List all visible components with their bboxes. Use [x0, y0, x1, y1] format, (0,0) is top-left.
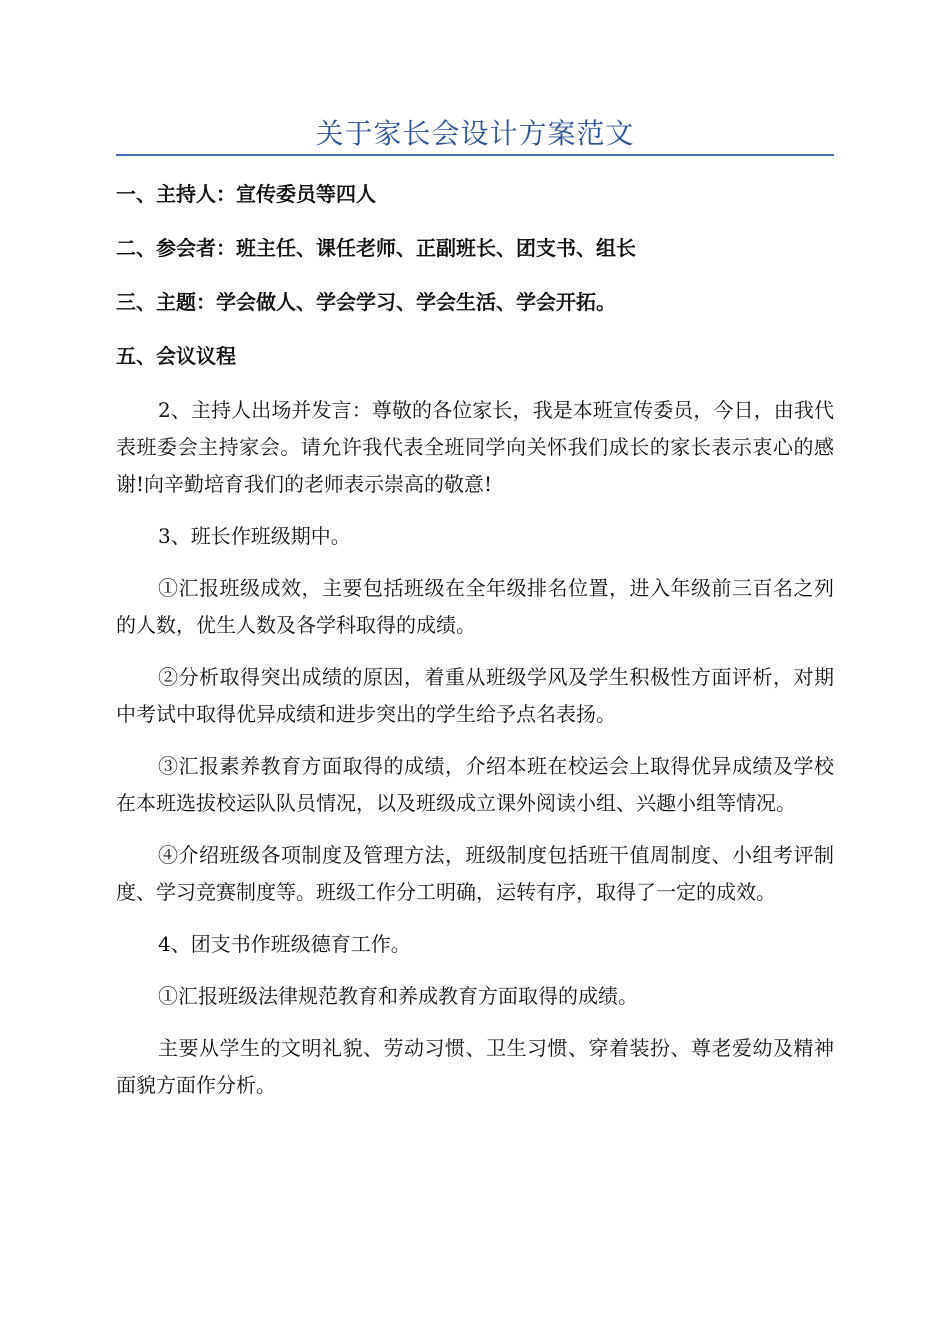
heading-agenda: 五、会议议程 [116, 344, 236, 368]
title-underline [116, 154, 834, 156]
paragraph-league-report: 4、团支书作班级德育工作。 [158, 932, 411, 956]
paragraph-analysis: 主要从学生的文明礼貌、劳动习惯、卫生习惯、穿着装扮、尊老爱幼及精神面貌方面作分析。 [116, 1036, 834, 1097]
document-title: 关于家长会设计方案范文 [315, 117, 635, 150]
paragraph-item-4: ④介绍班级各项制度及管理方法，班级制度包括班干值周制度、小组考评制度、学习竞赛制度等。班级工作分工明确，运转有序，取得了一定的成效。 [116, 843, 834, 904]
paragraph-item-3: ③汇报素养教育方面取得的成绩，介绍本班在校运会上取得优异成绩及学校在本班选拔校运队队员情况，以及班级成立课外阅读小组、兴趣小组等情况。 [116, 754, 834, 815]
paragraph-item-2: ②分析取得突出成绩的原因，着重从班级学风及学生积极性方面评析，对期中考试中取得优异成绩和进步突出的学生给予点名表扬。 [116, 665, 834, 726]
paragraph-host-speech: 2、主持人出场并发言：尊敬的各位家长，我是本班宣传委员，今日，由我代表班委会主持家会。请允许我代表全班同学向关怀我们成长的家长表示衷心的感谢!向辛勤培育我们的老师表示崇高的敬意! [116, 398, 834, 496]
heading-host: 一、主持人：宣传委员等四人 [116, 182, 376, 206]
heading-theme: 三、主题：学会做人、学会学习、学会生活、学会开拓。 [116, 290, 616, 314]
heading-participants: 二、参会者：班主任、课任老师、正副班长、团支书、组长 [116, 236, 636, 260]
paragraph-monitor-report: 3、班长作班级期中。 [158, 524, 351, 548]
paragraph-item-1: ①汇报班级成效，主要包括班级在全年级排名位置，进入年级前三百名之列的人数，优生人数及各学科取得的成绩。 [116, 576, 834, 637]
document-body [116, 176, 834, 1119]
paragraph-league-item-1: ①汇报班级法律规范教育和养成教育方面取得的成绩。 [158, 984, 638, 1008]
